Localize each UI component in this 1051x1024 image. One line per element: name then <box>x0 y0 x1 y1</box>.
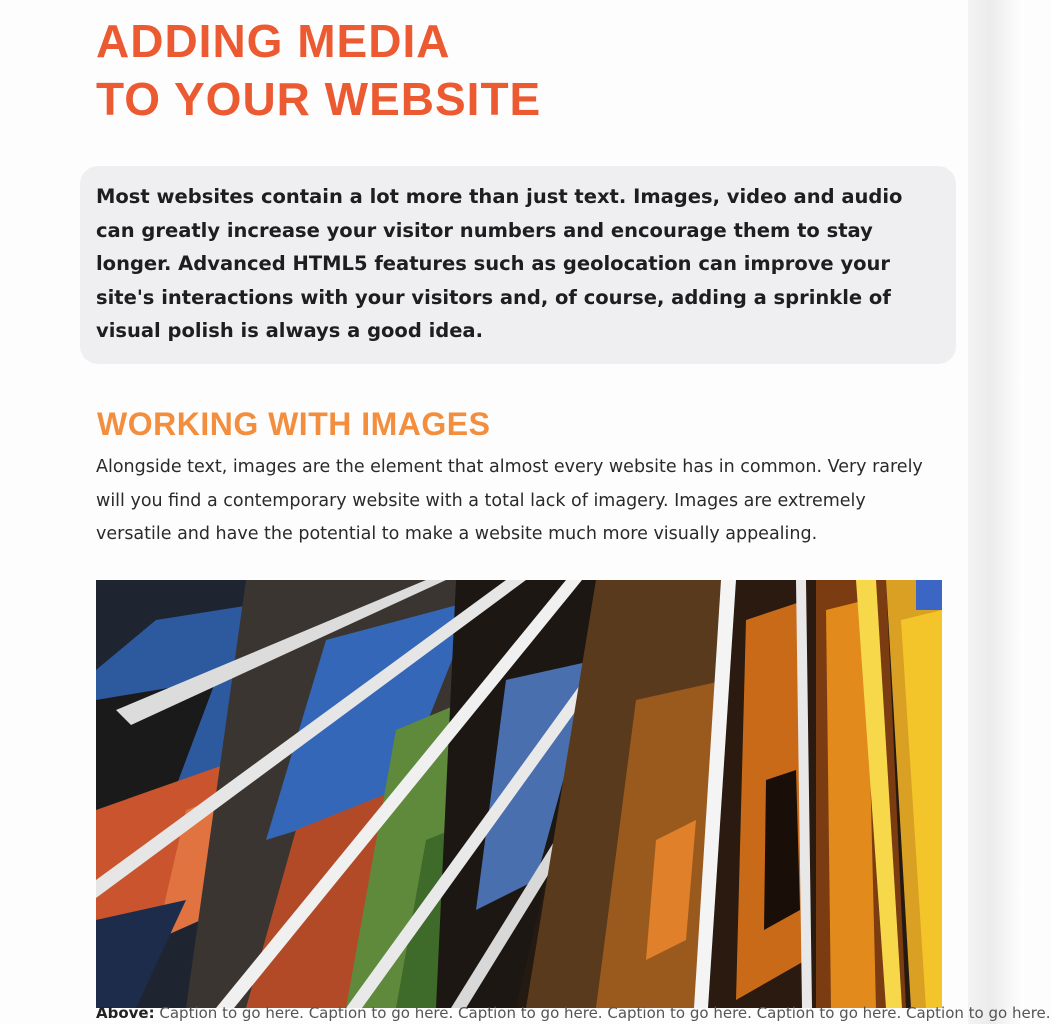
intro-paragraph: Most websites contain a lot more than just text. Images, video and audio can greatly increase your visitor numbers and encourage them to stay longer. Advanced HTML5 features such as geolocation can improve your site's interactions with your visitors and, of course, adding a sprinkle of visual polish is always a good idea. <box>96 185 903 342</box>
photo-film-strips <box>96 580 942 1008</box>
section-heading: WORKING WITH IMAGES <box>97 406 491 442</box>
page-edge-shadow <box>968 0 1024 1024</box>
section-body-paragraph: Alongside text, images are the element that almost every website has in common. Very rarely will you find a contemporary website with a total lack of imagery. Images are extremely versatile and have the potential to make a website much more visually appealing. <box>96 457 923 544</box>
caption-text: Caption to go here. Caption to go here. Caption to go here. Caption to go here. Caption to go here. Caption to go here. <box>159 1004 1051 1022</box>
page-title-line-2: TO YOUR WEBSITE <box>96 73 542 125</box>
caption-lead: Above: <box>96 1004 155 1022</box>
photo-caption <box>96 1003 1051 1024</box>
page-title <box>96 12 736 128</box>
page-title-line-1: ADDING MEDIA <box>96 15 451 67</box>
